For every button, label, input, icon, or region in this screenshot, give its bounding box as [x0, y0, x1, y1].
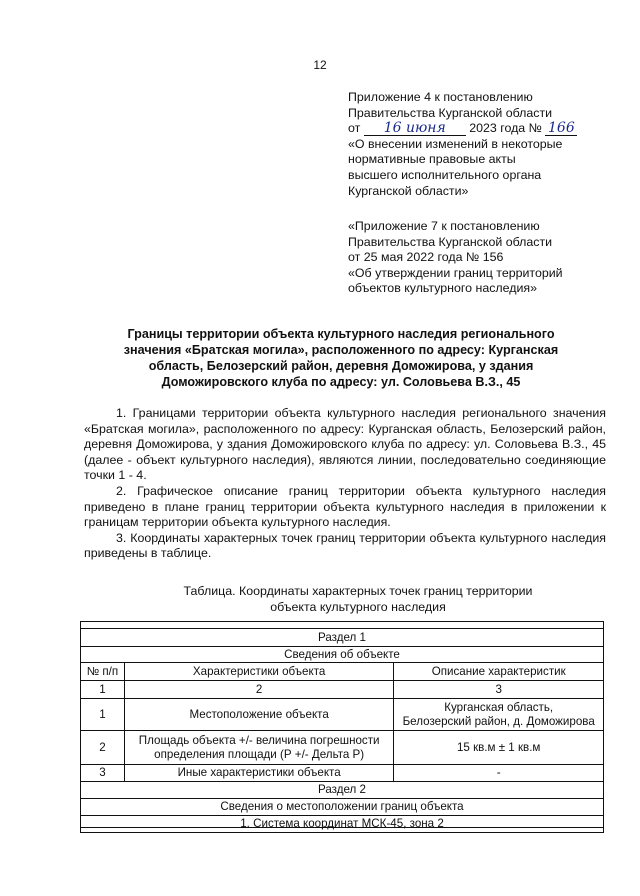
section-2-title: Сведения о местоположении границ объекта [81, 799, 604, 816]
row-1-value-line-1: Курганская область, [444, 700, 554, 714]
title-line-3: область, Белозерский район, деревня Доможирова, у здания [148, 359, 534, 373]
row-1-num: 1 [81, 699, 125, 731]
row-2-name-line-2: определения площади (Р +/- Дельта Р) [154, 747, 365, 761]
appendix-7-line-1: «Приложение 7 к постановлению [348, 219, 540, 233]
appendix-4-header [348, 90, 628, 199]
appendix-4-line-4: «О внесении изменений в некоторые [348, 136, 563, 151]
handwritten-date: 16 июня [383, 120, 446, 137]
table-caption-line-2: объекта культурного наследия [270, 599, 446, 614]
section-2-heading: Раздел 2 [81, 782, 604, 799]
header-number-2: 2 [124, 681, 393, 699]
row-3-num: 3 [81, 765, 125, 782]
coordinate-system: 1. Система координат МСК-45, зона 2 [81, 816, 604, 833]
page-number: 12 [313, 58, 327, 72]
date-blank [364, 122, 466, 136]
paragraph-1: 1. Границами территории объекта культурного наследия регионального значения «Братская могила», расположенного по адресу: Курганская область, Белозерский район, деревня Доможирова, у здания Доможировского клуба по адресу: ул. Соловьева В.З., 45 (далее - объект культурного наследия), являются линии, последовательно соединяющие точки 1 - 4. [84, 406, 606, 483]
row-1-value-line-2: Белозерский район, д. Доможирова [402, 714, 595, 728]
table-row [81, 699, 604, 731]
row-3-value: - [394, 765, 604, 782]
number-blank [545, 122, 577, 136]
table-caption-line-1: Таблица. Координаты характерных точек границ территории [183, 584, 533, 598]
appendix-7-line-3: от 25 мая 2022 года № 156 [348, 250, 504, 265]
row-3-name: Иные характеристики объекта [124, 765, 393, 782]
section-1-title: Сведения об объекте [81, 647, 604, 663]
header-num: № п/п [81, 663, 125, 681]
header-characteristics: Характеристики объекта [124, 663, 393, 681]
appendix-4-from-word: от [348, 121, 361, 136]
document-title [88, 326, 594, 390]
appendix-4-year: 2023 года № [469, 121, 542, 136]
row-2-num: 2 [81, 731, 125, 765]
header-number-3: 3 [394, 681, 604, 699]
table-caption [138, 584, 578, 615]
row-2-name [124, 731, 393, 765]
title-line-4: Доможировского клуба по адресу: ул. Соловьева В.З., 45 [161, 375, 521, 389]
appendix-7-line-2: Правительства Курганской области [348, 234, 553, 249]
table-row [81, 765, 604, 782]
appendix-4-date-line [348, 121, 628, 137]
title-line-1: Границы территории объекта культурного наследия регионального [127, 327, 555, 341]
appendix-7-line-4: «Об утверждении границ территорий [348, 265, 563, 280]
body-text [84, 406, 606, 562]
appendix-4-line-5: нормативные правовые акты [348, 152, 516, 167]
coordinates-table [80, 628, 604, 833]
appendix-7-line-5: объектов культурного наследия» [348, 281, 538, 296]
paragraph-2: 2. Графическое описание границ территории объекта культурного наследия приведено в плане границ территории объекта культурного наследия в приложении к границам территории объекта культурного наследия. [84, 483, 606, 530]
header-number-1: 1 [81, 681, 125, 699]
appendix-4-line-2: Правительства Курганской области [348, 105, 553, 120]
appendix-4-line-6: высшего исполнительного органа [348, 167, 542, 182]
section-1-heading: Раздел 1 [81, 629, 604, 647]
row-2-value: 15 кв.м ± 1 кв.м [394, 731, 604, 765]
row-2-name-line-1: Площадь объекта +/- величина погрешности [138, 733, 380, 747]
appendix-4-line-1: Приложение 4 к постановлению [348, 90, 533, 104]
appendix-4-line-7: Курганской области» [348, 183, 469, 198]
appendix-7-header [348, 219, 628, 297]
title-line-2: значения «Братская могила», расположенного по адресу: Курганская [123, 343, 559, 357]
row-1-name: Местоположение объекта [124, 699, 393, 731]
table-row [81, 731, 604, 765]
row-1-value [394, 699, 604, 731]
paragraph-3: 3. Координаты характерных точек границ территории объекта культурного наследия приведены в таблице. [84, 530, 606, 561]
header-description: Описание характеристик [394, 663, 604, 681]
handwritten-number: 166 [548, 120, 575, 137]
